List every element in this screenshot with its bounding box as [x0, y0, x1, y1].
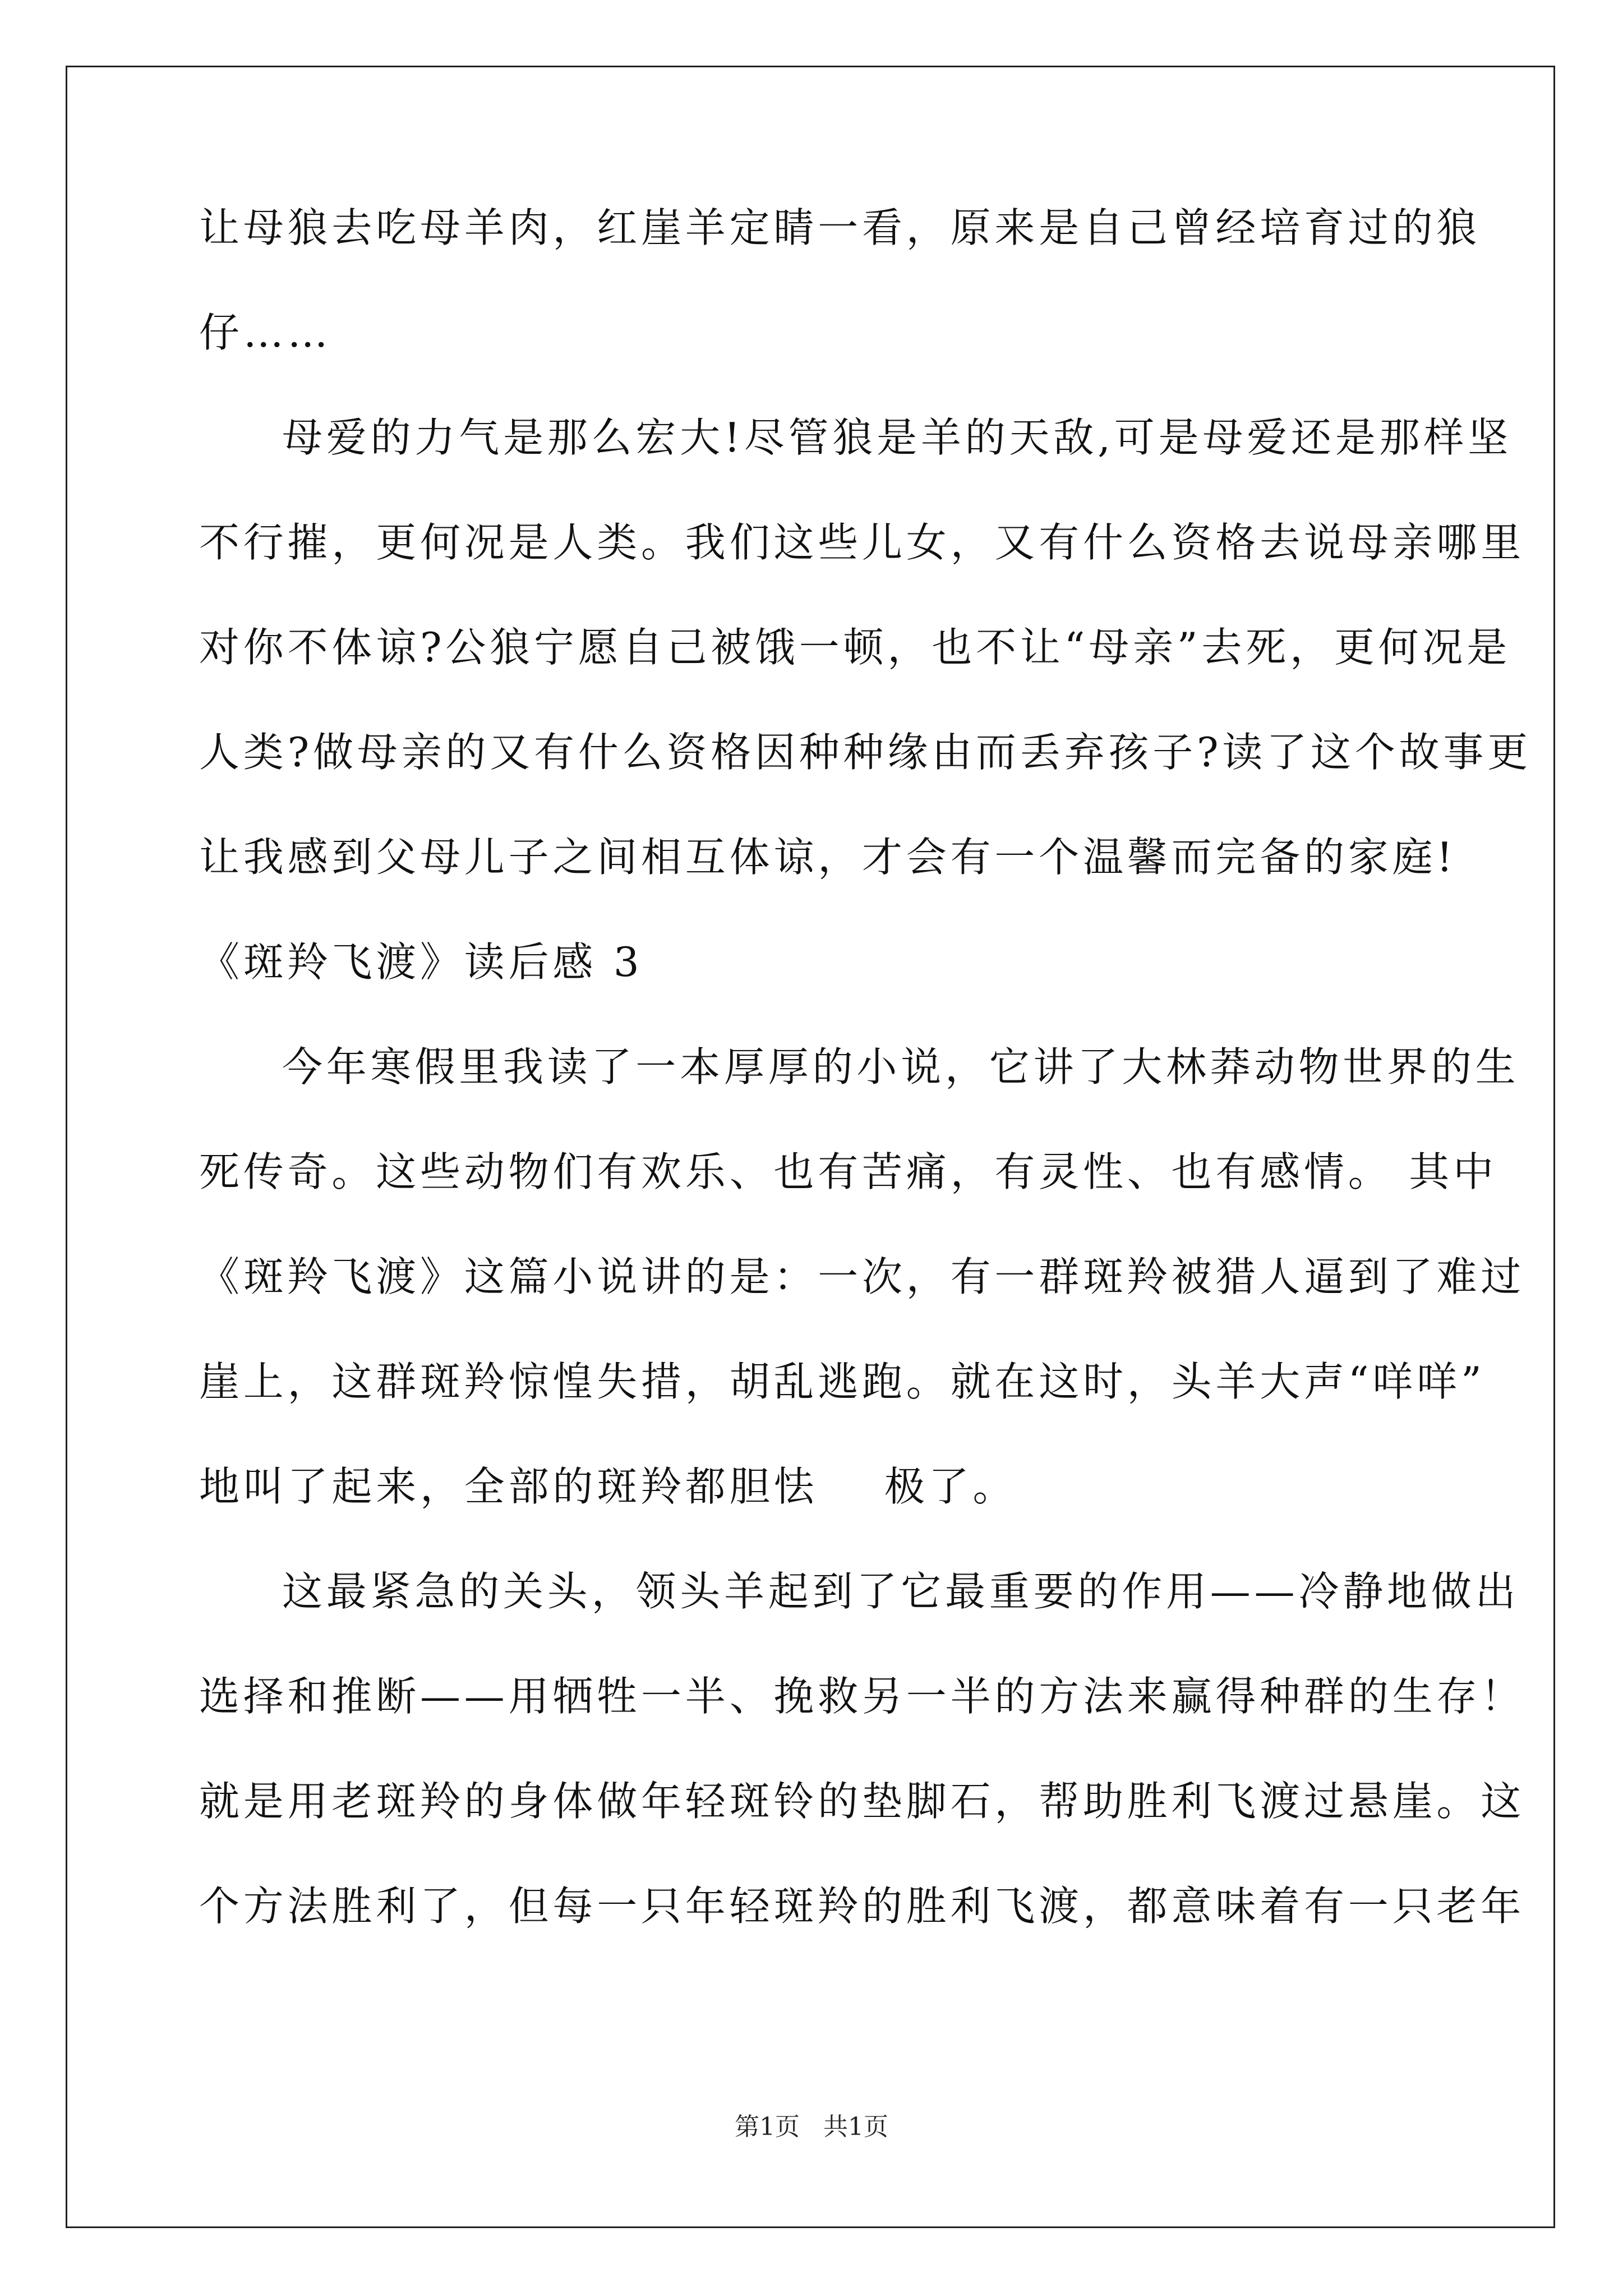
body-line-2: 仔……: [199, 309, 332, 356]
page-footer: 第1页 共1页: [735, 2113, 888, 2141]
body-line-15: 选择和推断——用牺牲一半、挽救另一半的方法来赢得种群的生存！: [199, 1673, 1525, 1720]
body-line-7: 让我感到父母儿子之间相互体谅，才会有一个温馨而完备的家庭!: [199, 834, 1457, 881]
section-heading: 《斑羚飞渡》读后感 3: [199, 938, 643, 986]
body-line-1: 让母狼去吃母羊肉，红崖羊定睛一看，原来是自己曾经培育过的狼: [199, 204, 1481, 251]
body-line-4: 不行摧，更何况是人类。我们这些儿女，又有什么资格去说母亲哪里: [199, 519, 1525, 566]
paragraph-start-line: 这最紧急的关头，领头羊起到了它最重要的作用——冷静地做出: [282, 1568, 1520, 1615]
body-line-12: 崖上，这群斑羚惊惶失措，胡乱逃跑。就在这时，头羊大声“咩咩”: [199, 1358, 1486, 1405]
body-line-10: 死传奇。这些动物们有欢乐、也有苦痛，有灵性、也有感情。 其中: [199, 1148, 1497, 1195]
body-line-6: 人类?做母亲的又有什么资格因种种缘由而丢弃孩子?读了这个故事更: [199, 729, 1532, 776]
paragraph-start-line: 今年寒假里我读了一本厚厚的小说，它讲了大林莽动物世界的生: [282, 1043, 1520, 1091]
body-line-16: 就是用老斑羚的身体做年轻斑铃的垫脚石，帮助胜利飞渡过悬崖。这: [199, 1778, 1525, 1825]
body-line-17: 个方法胜利了，但每一只年轻斑羚的胜利飞渡，都意味着有一只老年: [199, 1883, 1525, 1930]
body-line-5: 对你不体谅?公狼宁愿自己被饿一顿，也不让“母亲”去死，更何况是: [199, 624, 1511, 671]
paragraph-start-line: 母爱的力气是那么宏大!尽管狼是羊的天敌,可是母爱还是那样坚: [282, 414, 1513, 461]
body-line-11: 《斑羚飞渡》这篇小说讲的是：一次，有一群斑羚被猎人逼到了难过: [199, 1253, 1525, 1300]
document-body: [199, 204, 1532, 1930]
body-line-13: 地叫了起来，全部的斑羚都胆怯 极了。: [199, 1463, 1017, 1510]
